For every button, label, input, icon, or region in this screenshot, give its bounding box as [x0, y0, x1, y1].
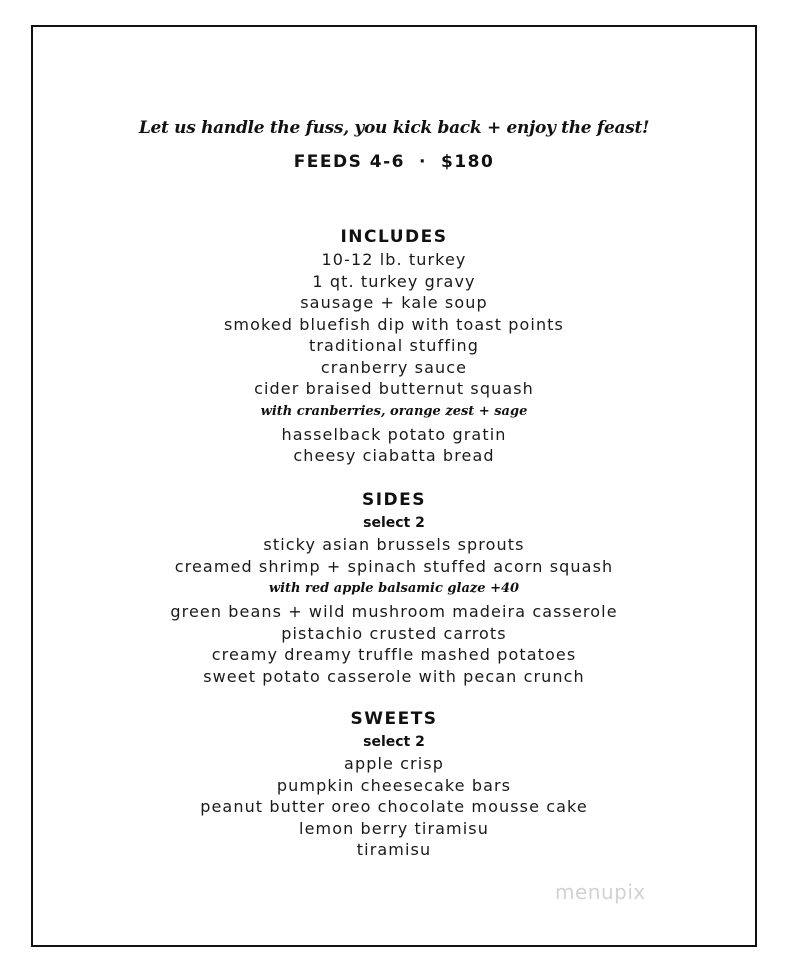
includes-heading: INCLUDES [340, 227, 448, 247]
item-note: with cranberries, orange zest + sage [260, 403, 528, 419]
feeds-price-line [31, 152, 757, 172]
list-item: 1 qt. turkey gravy [312, 271, 476, 291]
sides-section [31, 488, 757, 687]
price: $180 [440, 152, 495, 172]
includes-section [31, 225, 757, 467]
list-item: lemon berry tiramisu [299, 818, 489, 838]
list-item: sausage + kale soup [300, 293, 488, 312]
list-item: sweet potato casserole with pecan crunch [203, 666, 585, 686]
list-item: smoked bluefish dip with toast points [224, 314, 564, 334]
sweets-section [31, 707, 757, 861]
sweets-heading: SWEETS [350, 709, 438, 729]
list-item: cheesy ciabatta bread [293, 446, 495, 465]
list-item: cranberry sauce [320, 357, 468, 377]
list-item: pumpkin cheesecake bars [276, 775, 512, 795]
sides-subheading: select 2 [363, 515, 425, 531]
list-item: peanut butter oreo chocolate mousse cake [200, 797, 588, 816]
sides-heading: SIDES [361, 490, 427, 510]
list-item: 10-12 lb. turkey [321, 250, 467, 269]
list-item: traditional stuffing [309, 336, 479, 355]
list-item: hasselback potato gratin [281, 424, 507, 444]
item-note: with red apple balsamic glaze +40 [268, 581, 520, 596]
list-item: pistachio crusted carrots [281, 623, 507, 643]
menupix-watermark: menupix [555, 880, 646, 904]
list-item: apple crisp [344, 754, 444, 773]
list-item: cider braised butternut squash [254, 379, 534, 398]
list-item: sticky asian brussels sprouts [263, 535, 525, 554]
feeds-label: FEEDS 4-6 [293, 152, 406, 172]
list-item: green beans + wild mushroom madeira casserole [170, 602, 618, 621]
list-item: tiramisu [356, 840, 432, 859]
list-item: creamed shrimp + spinach stuffed acorn squash [174, 556, 614, 576]
tagline: Let us handle the fuss, you kick back + enjoy the feast! [138, 118, 650, 138]
sweets-subheading: select 2 [363, 734, 425, 750]
list-item: creamy dreamy truffle mashed potatoes [211, 645, 577, 664]
separator-dot: · [419, 152, 427, 172]
